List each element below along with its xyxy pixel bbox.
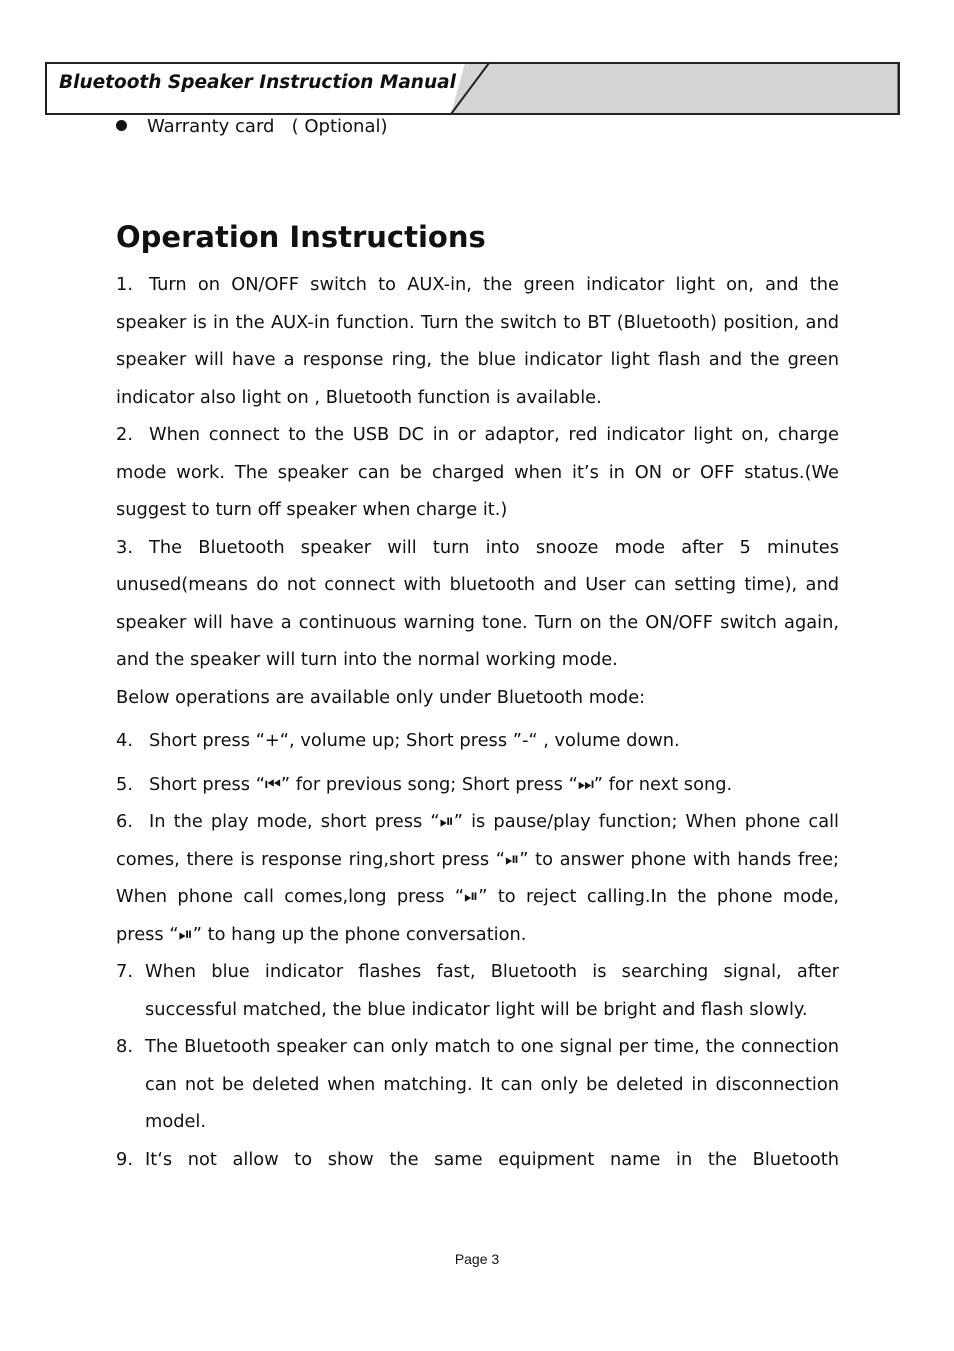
instruction-item-4 [116,722,839,760]
bullet-dot-icon [116,120,127,131]
item-number: 7. [116,961,133,982]
item-text: The Bluetooth speaker can only match to one signal per time, the connection can not be deleted when matching. It can only be deleted in disconnection model. [145,1036,839,1132]
item-text: Turn on ON/OFF switch to AUX-in, the green indicator light on, and the speaker is in the AUX-in function. Turn the switch to BT (Bluetooth) position, and speaker will have a response ring, the blue indicator light flash and the green indicator also light on , Bluetooth function is available. [116,274,839,408]
item-number: 4. [116,730,133,751]
section-title: Operation Instructions [116,220,486,254]
item-text: The Bluetooth speaker will turn into snooze mode after 5 minutes unused(means do not connect with bluetooth and User can setting time), and speaker will have a continuous warning tone. Turn on the ON/OFF switch again, and the speaker will turn into the normal working mode. [116,536,839,670]
item-number: 1. [116,274,133,295]
instruction-item-6 [116,803,839,953]
instruction-item-7 [116,953,839,1028]
item-number: 8. [116,1036,133,1057]
bullet-text: Warranty card ( Optional) [147,116,388,137]
instruction-item-3 [116,529,839,679]
instruction-item-1 [116,266,839,416]
header-title: Bluetooth Speaker Instruction Manual [59,72,456,93]
bluetooth-mode-note [116,679,839,717]
item-text: In the play mode, short press “⏯” is pause/play function; When phone call comes, there is response ring,short press “⏯” to answer phone with hands free; When phone call comes,long press “⏯” to reject calling.In the phone mode, press “⏯” to hang up the phone conversation. [116,811,839,945]
item-number: 9. [116,1148,133,1170]
instruction-item-2 [116,416,839,529]
page-number: Page 3 [454,1251,500,1267]
item-number: 6. [116,811,133,832]
item-number: 3. [116,536,133,558]
item-text: It‘s not allow to show the same equipment name in the Bluetooth [145,1148,839,1170]
item-text: When connect to the USB DC in or adaptor, red indicator light on, charge mode work. The speaker can be charged when it’s in ON or OFF status.(We suggest to turn off speaker when charge it.) [116,424,839,520]
item-number: 2. [116,424,133,445]
item-text: Short press “+“, volume up; Short press ”-“ , volume down. [149,730,680,751]
bullet-item [116,116,388,137]
note-text: Below operations are available only under Bluetooth mode: [116,686,646,708]
instruction-item-8 [116,1028,839,1141]
item-text: Short press “⏮” for previous song; Short press “⏭” for next song. [149,773,733,795]
instruction-item-9 [116,1141,839,1179]
instruction-item-5 [116,766,839,804]
instructions-body [116,266,839,1178]
header-banner [45,62,900,115]
item-number: 5. [116,773,133,795]
item-text: When blue indicator flashes fast, Bluetooth is searching signal, after successful matched, the blue indicator light will be bright and flash slowly. [145,961,839,1020]
